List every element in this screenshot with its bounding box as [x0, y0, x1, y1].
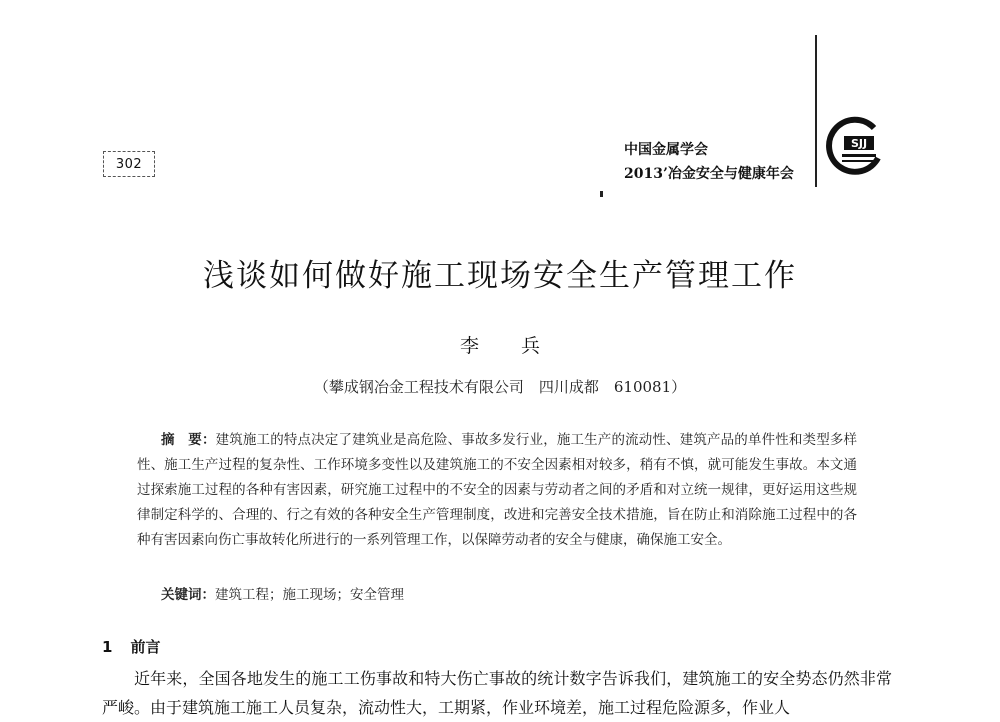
section-heading	[102, 636, 160, 657]
header-org: 中国金属学会	[624, 142, 708, 158]
abstract	[137, 428, 857, 553]
society-logo-icon	[824, 114, 888, 178]
paper-title: 浅谈如何做好施工现场安全生产管理工作	[203, 258, 797, 294]
abstract-text: 建筑施工的特点决定了建筑业是高危险、事故多发行业，施工生产的流动性、建筑产品的单件性和类型多样性、施工生产过程的复杂性、工作环境多变性以及建筑施工的不安全因素相对较多，稍有不慎，就可能发生事故。本文通过探索施工过程的各种有害因素，研究施工过程中的不安全的因素与劳动者之间的矛盾和对立统一规律，更好运用这些规律制定科学的、合理的、行之有效的各种安全生产管理制度，改进和完善安全技术措施，旨在防止和消除施工过程中的各种有害因素向伤亡事故转化所进行的一系列管理工作，以保障劳动者的安全与健康，确保施工安全。	[137, 432, 858, 548]
section-number: 1	[102, 638, 113, 656]
author-name: 李 兵	[459, 335, 559, 357]
section-title: 前言	[130, 638, 161, 656]
logo-mark: SJJ	[850, 137, 868, 150]
header-divider	[815, 35, 817, 187]
page-number: 302	[103, 151, 155, 177]
keywords	[161, 583, 404, 603]
abstract-label: 摘 要：	[161, 432, 216, 448]
author-affiliation: （攀成钢冶金工程技术有限公司 四川成都 610081）	[313, 378, 687, 396]
header-conference: 2013’冶金安全与健康年会	[624, 166, 794, 182]
keywords-label: 关键词：	[161, 587, 215, 603]
keywords-text: 建筑工程；施工现场；安全管理	[215, 587, 404, 603]
body-paragraph: 近年来，全国各地发生的施工工伤事故和特大伤亡事故的统计数字告诉我们，建筑施工的安全势态仍然非常严峻。由于建筑施工施工人员复杂，流动性大，工期紧，作业环境差，施工过程危险源多，作业人	[102, 669, 892, 717]
running-header	[624, 138, 794, 186]
stray-mark	[600, 191, 603, 197]
